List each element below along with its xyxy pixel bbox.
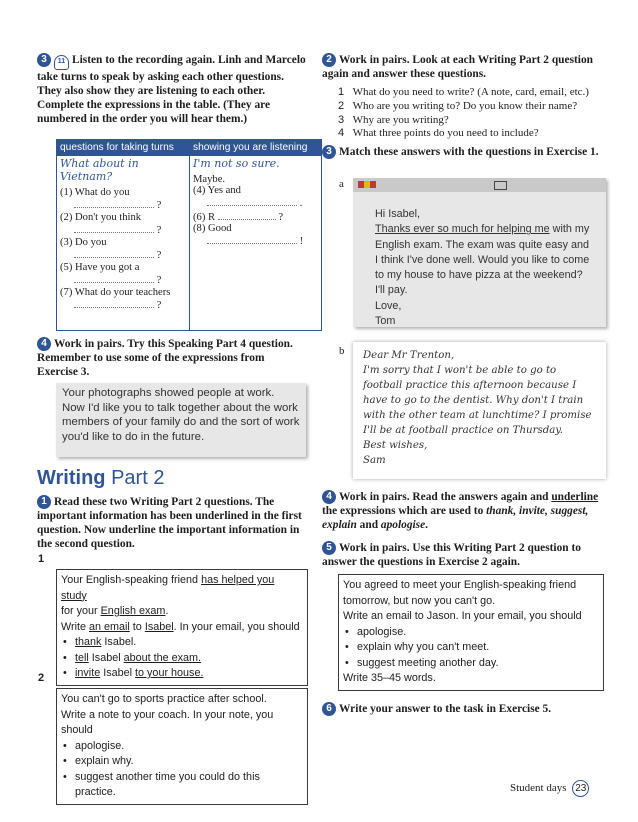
bullet-item: • suggest another time you could do this practice. — [75, 770, 303, 801]
bullet-item: • thank Isabel. — [75, 635, 303, 651]
exercise-number: 1 — [37, 495, 51, 509]
table-col2: I'm not so sure. Maybe. (4) Yes and . (6) R ? (8) Good ! — [190, 156, 322, 331]
instruction-text: Listen to the recording again. Linh and Marcelo take turns to speak by asking each other questions. They also show they are listening to each other. Complete the expressions in the table. (They are numbered in the order you will hear them.) — [37, 54, 306, 125]
page-number: 23 — [572, 780, 589, 797]
question-3: (3) Do you — [60, 237, 107, 248]
exercise-number: 2 — [322, 53, 336, 67]
section-title — [37, 467, 164, 490]
footer — [510, 780, 589, 797]
exercise-number: 4 — [322, 490, 336, 504]
window-buttons-icon — [358, 181, 376, 188]
footer-text: Student days — [510, 782, 567, 794]
question-5: (5) Have you got a — [60, 262, 140, 273]
instruction-text: Match these answers with the questions in Exercise 1. — [339, 146, 599, 158]
instruction-text: Work in pairs. Look at each Writing Part 2 question again and answer these questions. — [322, 54, 593, 80]
bullet-item: • invite Isabel to your house. — [75, 666, 303, 682]
writing-question-2-box — [56, 688, 308, 805]
writing-4-instruction: 4 Work in pairs. Read the answers again and underline the expressions which are used to thank, invite, suggest, explain and apologise. — [322, 491, 599, 531]
email-body: Thanks ever so much for helping me with my English exam. The exam was quite easy and I think I've done well. Would you like to come to my house to have pizza at the weekend? I'll pay. — [375, 223, 590, 297]
writing-3-instruction — [322, 145, 602, 159]
instruction-text: Work in pairs. Try this Speaking Part 4 question. Remember to use some of the expressions from Exercise 3. — [37, 338, 293, 378]
listening-4: (4) Yes and — [193, 185, 241, 196]
bullet-item: • explain why you can't meet. — [357, 640, 599, 656]
note-answer-b — [353, 342, 606, 479]
example-listening: I'm not so sure. — [193, 157, 280, 170]
question-1: (1) What do you — [60, 187, 130, 198]
instruction-text: Work in pairs. Use this Writing Part 2 question to answer the questions in Exercise 2 again. — [322, 542, 581, 568]
writing-5-instruction — [322, 541, 602, 569]
list-item: 3 Why are you writing? — [338, 113, 449, 126]
box-text: Write a note to your coach. In your note, you should — [61, 708, 274, 736]
section-title-word: Writing — [37, 467, 106, 489]
bullet-item: • explain why. — [75, 754, 303, 770]
listening-6: (6) R — [193, 212, 216, 223]
example-question: What about in Vietnam? — [60, 157, 139, 183]
list-item: 4 What three points do you need to include? — [338, 127, 539, 140]
section-part: Part 2 — [111, 467, 165, 489]
table-col1: What about in Vietnam? (1) What do you ? (2) Don't you think ? (3) Do you ? (5) Have you got a ? (7) What do your teachers ? — [57, 156, 190, 331]
exercise-number: 6 — [322, 702, 336, 716]
question-2: (2) Don't you think — [60, 212, 142, 223]
email-signoff: Love, — [375, 299, 402, 312]
writing-1-instruction — [37, 495, 307, 551]
list-item: 1 What do you need to write? (A note, card, email, etc.) — [338, 86, 589, 98]
exercise-number: 3 — [37, 53, 51, 67]
list-item: 2 Who are you writing to? Do you know their name? — [338, 99, 578, 112]
note-name: Sam — [363, 455, 386, 466]
answer-label-b: b — [339, 345, 345, 357]
bullet-item: • apologise. — [357, 625, 599, 641]
instruction-text: Read these two Writing Part 2 questions. The important information has been underlined in the first question. Now underline the important information in the second question. — [37, 496, 302, 550]
writing-question-1-box: Your English-speaking friend has helped you study for your English exam. Write an email to Isabel. In your email, you should • thank Isabel. • tell Isabel about the exam. • invite Isabel to your house. — [56, 569, 308, 686]
question-label-1: 1 — [38, 553, 45, 565]
word-limit: Write 35–45 words. — [343, 672, 436, 684]
audio-icon — [54, 55, 69, 70]
listening-maybe: Maybe. — [193, 174, 226, 185]
instruction-text: Write your answer to the task in Exercise 5. — [339, 703, 552, 715]
question-7: (7) What do your teachers — [60, 287, 171, 298]
box-text: You can't go to sports practice after school. — [61, 693, 267, 705]
email-greeting: Hi Isabel, — [375, 208, 421, 220]
exercise-number: 3 — [322, 145, 336, 159]
email-toolbar — [353, 178, 606, 192]
email-name: Tom — [375, 315, 396, 328]
note-greeting: Dear Mr Trenton, — [363, 350, 455, 361]
exercise-number: 5 — [322, 541, 336, 555]
writing-question-5-box — [338, 574, 604, 691]
note-signoff: Best wishes, — [363, 440, 428, 451]
question-label-2: 2 — [38, 672, 45, 684]
mail-icon — [494, 181, 507, 190]
exercise-number: 4 — [37, 337, 51, 351]
listening-8: (8) Good — [193, 223, 232, 234]
table-header-col1: questions for taking turns — [57, 140, 190, 156]
answer-label-a: a — [339, 178, 344, 190]
bullet-item: • suggest meeting another day. — [357, 656, 599, 672]
speaking-prompt-box: Your photographs showed people at work. Now I'd like you to talk together about the work members of your family do and the sort of work you'd like to do in the future. — [56, 383, 306, 457]
box-text: Write an email to Jason. In your email, you should — [343, 610, 582, 622]
note-body: I'm sorry that I won't be able to go to football practice this afternoon because I have to go to the dentist. Why don't I train with the other team at lunchtime? I promise I'll be at football practice on Thursday. — [363, 365, 592, 436]
question-list — [338, 86, 613, 141]
exercise-4-instruction — [37, 337, 307, 379]
bullet-item: • tell Isabel about the exam. — [75, 651, 303, 667]
writing-6-instruction — [322, 702, 602, 716]
writing-2-instruction — [322, 53, 602, 81]
track-number: 11 — [57, 58, 66, 65]
exercise-3-instruction — [37, 53, 307, 126]
bullet-item: • apologise. — [75, 739, 303, 755]
box-text: You agreed to meet your English-speaking friend — [343, 579, 577, 591]
expressions-table — [56, 139, 322, 331]
box-text: tomorrow, but now you can't go. — [343, 594, 496, 607]
email-answer-a — [353, 178, 606, 327]
table-header-col2: showing you are listening — [190, 140, 322, 156]
